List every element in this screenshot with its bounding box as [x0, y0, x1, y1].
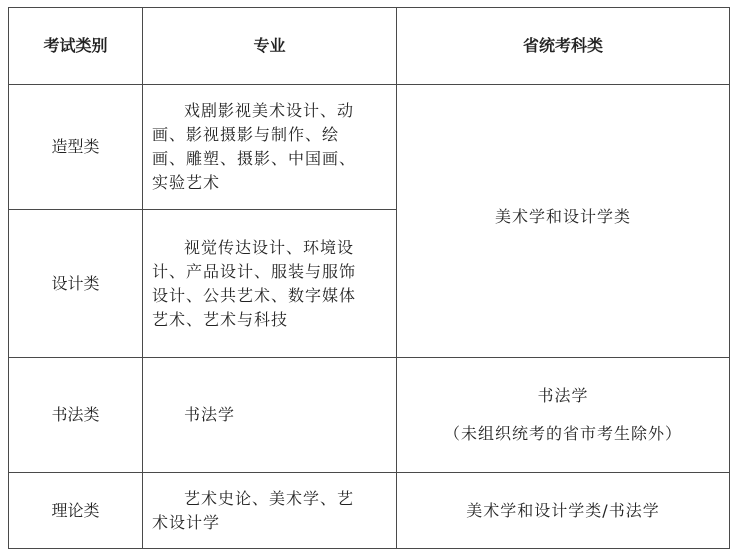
exam-cell-art-design-merged	[396, 84, 730, 357]
major-category-table	[8, 7, 730, 549]
category-cell-theory	[8, 472, 142, 549]
major-cell-design	[142, 209, 396, 357]
exam-cell-calligraphy	[396, 357, 730, 472]
major-modeling-text: 戏剧影视美术设计、动画、影视摄影与制作、绘画、雕塑、摄影、中国画、实验艺术	[152, 101, 357, 192]
header-major	[142, 7, 396, 84]
category-calligraphy-text: 书法类	[51, 405, 100, 424]
category-design-text: 设计类	[51, 273, 100, 293]
category-cell-modeling	[8, 84, 142, 209]
header-exam-category-text: 考试类别	[43, 36, 108, 55]
header-major-text: 专业	[253, 36, 286, 55]
exam-calligraphy-note: （未组织统考的省市考生除外）	[443, 424, 682, 443]
exam-art-design-text: 美术学和设计学类	[494, 207, 631, 226]
major-cell-calligraphy	[142, 357, 396, 472]
header-provincial-exam	[396, 7, 730, 84]
exam-calligraphy-text: 书法学	[537, 386, 589, 405]
category-theory-text: 理论类	[51, 500, 100, 520]
major-cell-theory	[142, 472, 396, 549]
exam-cell-theory	[396, 472, 730, 549]
exam-theory-text: 美术学和设计学类/书法学	[466, 500, 660, 520]
major-cell-modeling	[142, 84, 396, 209]
category-cell-calligraphy	[8, 357, 142, 472]
category-modeling-text: 造型类	[51, 137, 100, 156]
major-design-text: 视觉传达设计、环境设计、产品设计、服装与服饰设计、公共艺术、数字媒体艺术、艺术与科技	[152, 237, 357, 329]
header-exam-category	[8, 7, 142, 84]
major-theory-text: 艺术史论、美术学、艺术设计学	[152, 488, 355, 532]
category-cell-design	[8, 209, 142, 357]
header-provincial-exam-text: 省统考科类	[522, 36, 603, 55]
major-calligraphy-text: 书法学	[184, 405, 236, 424]
